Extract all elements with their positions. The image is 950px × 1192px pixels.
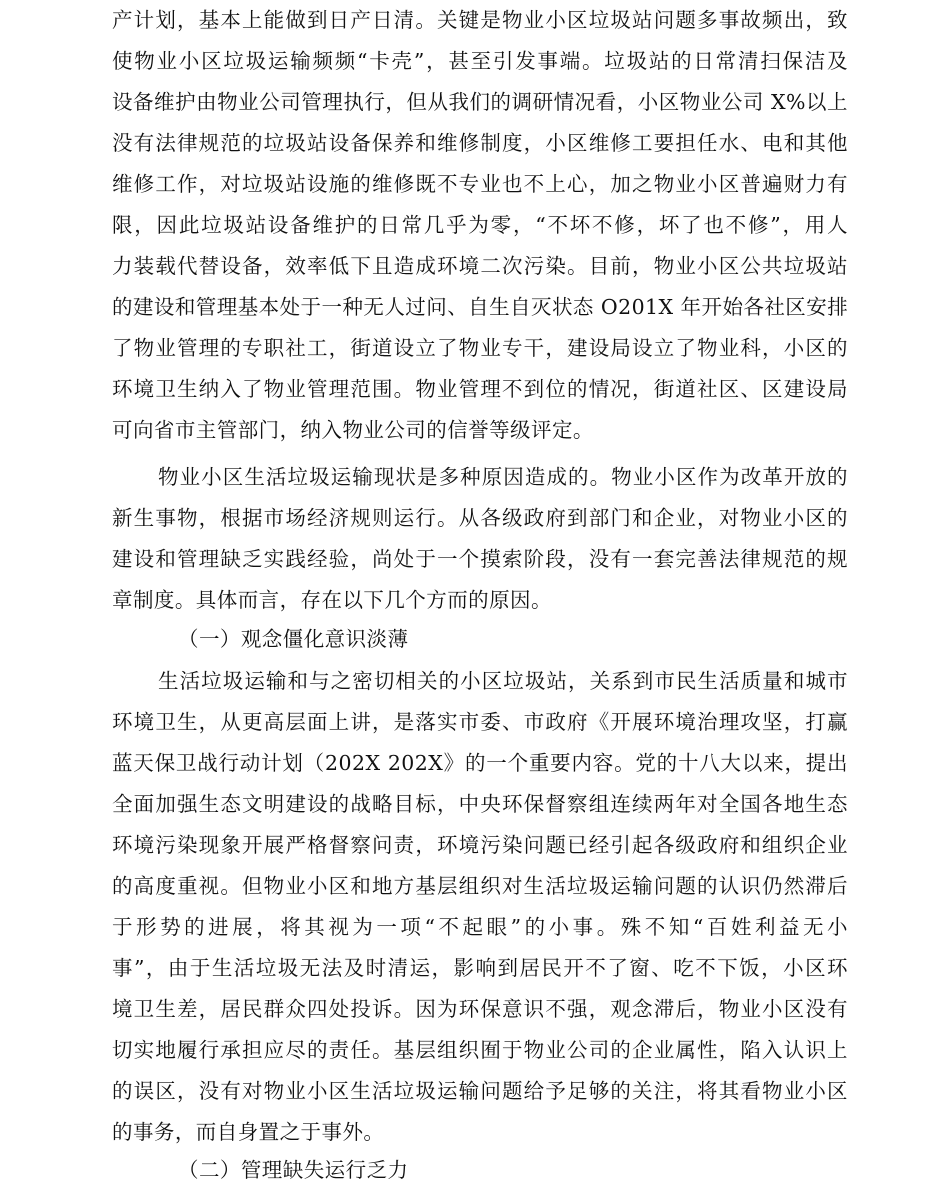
text-line: 的高度重视。但物业小区和地方基层组织对生活垃圾运输问题的认识仍然滞后 xyxy=(112,874,848,898)
text-line: 于形势的进展，将其视为一项“不起眼”的小事。殊不知“百姓利益无小 xyxy=(112,915,848,939)
text-line: 没有法律规范的垃圾站设备保养和维修制度，小区维修工要担任水、电和其他 xyxy=(112,131,848,155)
text-line: 蓝天保卫战行动计划（202X 202X》的一个重要内容。党的十八大以来，提出 xyxy=(112,751,848,775)
text-line: 环境污染现象开展严格督察问责，环境污染问题已经引起各级政府和组织企业 xyxy=(112,833,848,857)
text-line: 切实地履行承担应尽的责任。基层组织囿于物业公司的企业属性，陷入认识上 xyxy=(112,1038,848,1062)
text-line: 产计划，基本上能做到日产日清。关键是物业小区垃圾站问题多事故频出，致 xyxy=(112,8,848,32)
text-line: 维修工作，对垃圾站设施的维修既不专业也不上心，加之物业小区普遍财力有 xyxy=(112,172,848,196)
text-line: 环境卫生，从更高层面上讲，是落实市委、市政府《开展环境治理攻坚，打赢 xyxy=(112,710,848,734)
text-line: 环境卫生纳入了物业管理范围。物业管理不到位的情况，街道社区、区建设局 xyxy=(112,377,848,401)
text-line: 章制度。具体而言，存在以下几个方而的原因。 xyxy=(112,588,552,612)
text-line: 的建设和管理基本处于一种无人过问、自生自灭状态 O201X 年开始各社区安排 xyxy=(112,295,849,319)
section-heading: （一）观念僵化意识淡薄 xyxy=(178,627,409,651)
text-line: 新生事物，根据市场经济规则运行。从各级政府到部门和企业，对物业小区的 xyxy=(112,506,848,530)
paragraph-first-line: 生活垃圾运输和与之密切相关的小区垃圾站，关系到市民生活质量和城市 xyxy=(158,669,848,693)
text-line: 力装载代替设备，效率低下且造成环境二次污染。目前，物业小区公共垃圾站 xyxy=(112,254,848,278)
text-line: 使物业小区垃圾运输频频“卡壳”，甚至引发事端。垃圾站的日常清扫保洁及 xyxy=(112,49,848,73)
text-line: 设备维护由物业公司管理执行，但从我们的调研情况看，小区物业公司 X%以上 xyxy=(112,90,848,114)
text-line: 了物业管理的专职社工，街道设立了物业专干，建设局设立了物业科，小区的 xyxy=(112,336,848,360)
text-line: 的误区，没有对物业小区生活垃圾运输问题给予足够的关注，将其看物业小区 xyxy=(112,1079,848,1103)
text-line: 境卫生差，居民群众四处投诉。因为环保意识不强，观念滞后，物业小区没有 xyxy=(112,997,848,1021)
text-line: 建设和管理缺乏实践经验，尚处于一个摸索阶段，没有一套完善法律规范的规 xyxy=(112,547,848,571)
text-line: 事”，由于生活垃圾无法及时清运，影响到居民开不了窗、吃不下饭，小区环 xyxy=(112,956,848,980)
text-line: 全面加强生态文明建设的战略目标，中央环保督察组连续两年对全国各地生态 xyxy=(112,792,848,816)
section-heading: （二）管理缺失运行乏力 xyxy=(178,1158,409,1182)
text-line: 可向省市主管部门，纳入物业公司的信誉等级评定。 xyxy=(112,418,594,442)
text-line: 限，因此垃圾站设备维护的日常几乎为零，“不坏不修，坏了也不修”，用人 xyxy=(112,213,848,237)
text-line: 的事务，而自身置之于事外。 xyxy=(112,1120,385,1144)
paragraph-first-line: 物业小区生活垃圾运输现状是多种原因造成的。物业小区作为改革开放的 xyxy=(158,465,848,489)
